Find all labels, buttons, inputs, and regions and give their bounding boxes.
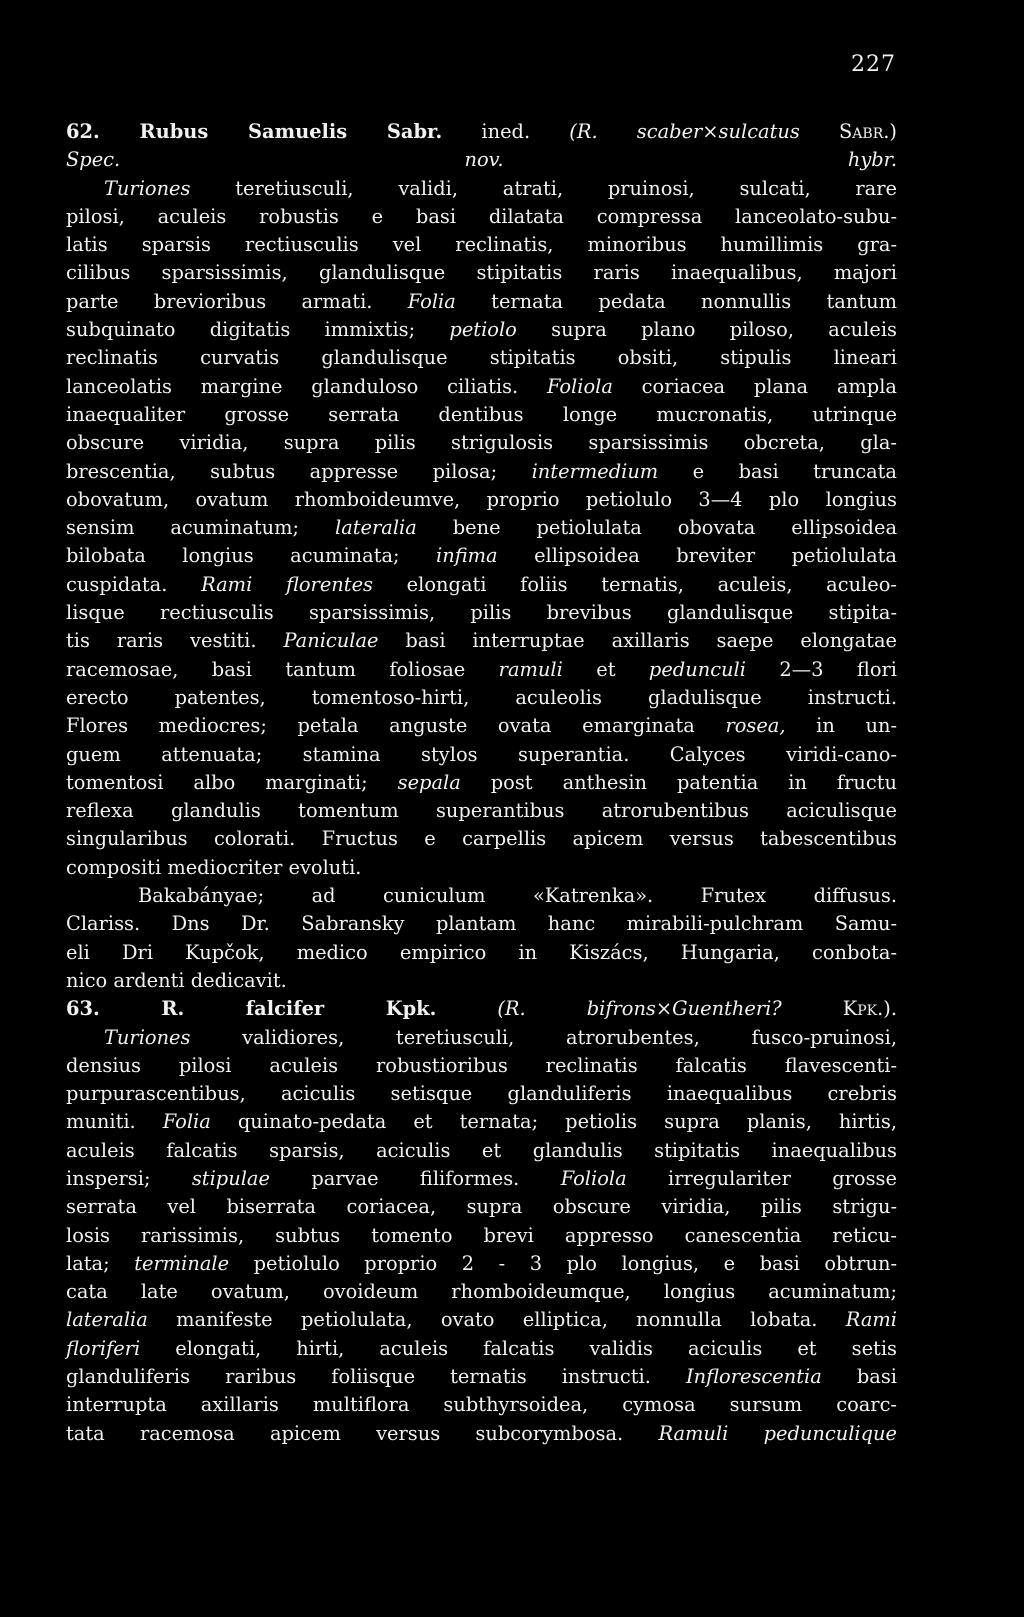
text-segment: tata racemosa apicem versus subcorymbosa.: [66, 1421, 659, 1445]
text-segment: 2—3 flori: [745, 657, 897, 681]
text-line: [66, 486, 897, 514]
text-segment: cata late ovatum, ovoideum rhomboideumque, longius acuminatum;: [66, 1280, 897, 1304]
text-segment: stipulae: [191, 1166, 270, 1190]
text-segment: basi: [821, 1365, 897, 1389]
text-segment: Folia: [407, 289, 456, 313]
text-segment: subquinato digitatis immixtis;: [66, 318, 450, 342]
text-segment: Rami: [845, 1308, 897, 1332]
text-line: [66, 344, 897, 372]
text-segment: purpurascentibus, aciculis setisque glanduliferis inaequalibus crebris: [66, 1082, 897, 1106]
text-line: [66, 1222, 897, 1250]
text-segment: Foliola: [546, 374, 613, 398]
text-segment: rosea,: [725, 714, 786, 738]
text-line: [66, 175, 897, 203]
text-segment: (R. bifrons×Guentheri?: [497, 997, 782, 1021]
text-line: [66, 373, 897, 401]
text-segment: cilibus sparsissimis, glandulisque stipitatis raris inaequalibus, majori: [66, 261, 897, 285]
text-segment: ramuli: [498, 657, 563, 681]
text-line: [66, 995, 897, 1023]
text-line: [66, 259, 897, 287]
text-segment: Ramuli pedunculique: [658, 1421, 897, 1445]
text-line: [66, 769, 897, 797]
text-segment: cuspidata.: [66, 572, 202, 596]
text-segment: densius pilosi aculeis robustioribus reclinatis falcatis flavescenti-: [66, 1053, 897, 1077]
text-segment: obscure viridia, supra pilis strigulosis sparsissimis obcreta, gla-: [66, 431, 897, 455]
text-segment: basi interruptae axillaris saepe elongatae: [378, 629, 897, 653]
text-line: [66, 542, 897, 570]
text-line: [66, 458, 897, 486]
text-segment: floriferi: [66, 1336, 141, 1360]
text-segment: Rami florentes: [201, 572, 374, 596]
text-segment: ellipsoidea breviter petiolulata: [497, 544, 897, 568]
text-segment: teretiusculi, validi, atrati, pruinosi, sulcati, rare: [190, 176, 897, 200]
text-segment: bene petiolulata obovata ellipsoidea: [416, 516, 898, 540]
text-segment: lata;: [66, 1251, 135, 1275]
text-segment: nico ardenti dedicavit.: [66, 968, 287, 992]
text-segment: Folia: [162, 1110, 211, 1134]
text-line: [66, 939, 897, 967]
text-segment: Clariss. Dns Dr. Sabransky plantam hanc mirabili-pulchram Samu-: [66, 912, 897, 936]
text-segment: ternata pedata nonnullis tantum: [455, 289, 898, 313]
text-segment: terminale: [134, 1251, 230, 1275]
text-line: [66, 882, 897, 910]
text-line: [66, 1193, 897, 1221]
text-segment: obovatum, ovatum rhomboideumve, proprio petiolulo 3—4 plo longius: [66, 487, 897, 511]
text-segment: sepala: [397, 770, 461, 794]
text-line: [66, 1080, 897, 1108]
text-line: [66, 203, 897, 231]
text-line: [66, 797, 897, 825]
text-line: [66, 854, 897, 882]
body-text: [66, 118, 897, 1448]
text-segment: pedunculi: [648, 657, 746, 681]
text-line: [66, 429, 897, 457]
text-segment: brescentia, subtus appresse pilosa;: [66, 459, 532, 483]
text-line: [66, 1137, 897, 1165]
text-segment: tomentosi albo marginati;: [66, 770, 398, 794]
text-line: [66, 1335, 897, 1363]
text-line: [66, 401, 897, 429]
text-segment: Kpk.: [842, 997, 884, 1021]
text-segment: intermedium: [531, 459, 659, 483]
text-segment: singularibus colorati. Fructus e carpellis apicem versus tabescentibus: [66, 827, 897, 851]
text-segment: lateralia: [66, 1308, 148, 1332]
text-segment: elongati foliis ternatis, aculeis, aculeo-: [373, 572, 897, 596]
text-segment: Bakabányae; ad cuniculum «Katrenka». Frutex diffusus.: [138, 884, 897, 908]
text-segment: latis sparsis rectiusculis vel reclinatis, minoribus humillimis gra-: [66, 233, 897, 257]
text-segment: manifeste petiolulata, ovato elliptica, nonnulla lobata.: [147, 1308, 846, 1332]
text-segment: Turiones: [104, 1025, 191, 1049]
text-line: [66, 599, 897, 627]
text-segment: Turiones: [104, 176, 191, 200]
text-segment: Paniculae: [283, 629, 379, 653]
text-line: [66, 1108, 897, 1136]
text-line: [66, 1306, 897, 1334]
text-segment: losis rarissimis, subtus tomento brevi appresso canescentia reticu-: [66, 1223, 897, 1247]
text-line: [66, 316, 897, 344]
text-segment: coriacea plana ampla: [612, 374, 897, 398]
text-segment: ined.: [442, 120, 570, 143]
text-segment: interrupta axillaris multiflora subthyrsoidea, cymosa sursum coarc-: [66, 1393, 897, 1417]
text-line: [66, 1420, 897, 1448]
text-segment: parte brevioribus armati.: [66, 289, 408, 313]
text-segment: sensim acuminatum;: [66, 516, 335, 540]
text-segment: compositi mediocriter evoluti.: [66, 855, 362, 879]
text-line: [66, 1250, 897, 1278]
text-segment: reflexa glandulis tomentum superantibus atrorubentibus aciculisque: [66, 799, 897, 823]
text-segment: inspersi;: [66, 1166, 192, 1190]
text-segment: e basi truncata: [658, 459, 897, 483]
text-segment: Flores mediocres; petala anguste ovata emarginata: [66, 714, 726, 738]
text-segment: ): [889, 120, 897, 143]
text-line: [66, 146, 897, 174]
text-line: [66, 712, 897, 740]
text-segment: Sabr.: [839, 120, 890, 143]
text-segment: [436, 997, 497, 1020]
text-segment: irregulariter grosse: [626, 1166, 897, 1190]
text-line: [66, 1391, 897, 1419]
page-number: 227: [851, 52, 896, 77]
text-segment: [782, 997, 843, 1020]
text-line: [66, 1278, 897, 1306]
text-line: [66, 825, 897, 853]
text-line: [66, 1052, 897, 1080]
text-segment: 63. R. falcifer Kpk.: [66, 997, 437, 1021]
text-line: [66, 656, 897, 684]
text-line: [66, 1165, 897, 1193]
text-segment: et: [562, 657, 649, 681]
text-line: [66, 1363, 897, 1391]
text-segment: in un-: [785, 714, 898, 738]
text-line: [66, 1024, 897, 1052]
text-segment: erecto patentes, tomentoso-hirti, aculeolis gladulisque instructi.: [66, 685, 897, 709]
text-segment: aculeis falcatis sparsis, aciculis et glandulis stipitatis inaequalibus: [66, 1138, 897, 1162]
text-segment: pilosi, aculeis robustis e basi dilatata compressa lanceolato-subu-: [66, 204, 897, 228]
text-segment: racemosae, basi tantum foliosae: [66, 657, 499, 681]
text-segment: Inflorescentia: [685, 1365, 822, 1389]
text-line: [66, 910, 897, 938]
text-segment: Foliola: [560, 1166, 627, 1190]
text-segment: infima: [436, 544, 498, 568]
text-segment: lisque rectiusculis sparsissimis, pilis brevibus glandulisque stipita-: [66, 601, 897, 625]
text-line: [66, 514, 897, 542]
text-segment: muniti.: [66, 1110, 163, 1134]
text-line: [66, 627, 897, 655]
text-line: [66, 571, 897, 599]
text-segment: petiolo: [449, 318, 517, 342]
text-segment: (R. scaber×sulcatus: [569, 120, 840, 143]
text-segment: lateralia: [335, 516, 417, 540]
text-segment: Rubus Samuelis Sabr.: [139, 120, 443, 143]
text-line: [66, 741, 897, 769]
text-line: [66, 967, 897, 995]
text-segment: elongati, hirti, aculeis falcatis validis aciculis et setis: [140, 1336, 897, 1360]
text-segment: 62.: [66, 120, 140, 143]
text-segment: Spec. nov. hybr.: [66, 148, 897, 172]
text-segment: bilobata longius acuminata;: [66, 544, 437, 568]
text-segment: glanduliferis raribus foliisque ternatis instructi.: [66, 1365, 686, 1389]
text-segment: tis raris vestiti.: [66, 629, 284, 653]
text-segment: guem attenuata; stamina stylos superantia. Calyces viridi-cano-: [66, 742, 897, 766]
text-segment: lanceolatis margine glanduloso ciliatis.: [66, 374, 547, 398]
text-segment: post anthesin patentia in fructu: [460, 770, 897, 794]
text-line: [66, 118, 897, 146]
text-line: [66, 231, 897, 259]
text-segment: ).: [883, 997, 897, 1021]
text-segment: reclinatis curvatis glandulisque stipitatis obsiti, stipulis lineari: [66, 346, 897, 370]
text-segment: petiolulo proprio 2 - 3 plo longius, e basi obtrun-: [229, 1251, 898, 1275]
text-segment: parvae filiformes.: [269, 1166, 561, 1190]
text-line: [66, 684, 897, 712]
text-segment: eli Dri Kupčok, medico empirico in Kiszács, Hungaria, conbota-: [66, 940, 897, 964]
text-segment: validiores, teretiusculi, atrorubentes, fusco-pruinosi,: [190, 1025, 897, 1049]
text-segment: inaequaliter grosse serrata dentibus longe mucronatis, utrinque: [66, 402, 897, 426]
text-segment: quinato-pedata et ternata; petiolis supra planis, hirtis,: [210, 1110, 897, 1134]
text-segment: serrata vel biserrata coriacea, supra obscure viridia, pilis strigu-: [66, 1195, 897, 1219]
text-segment: supra plano piloso, aculeis: [516, 318, 897, 342]
text-line: [66, 288, 897, 316]
